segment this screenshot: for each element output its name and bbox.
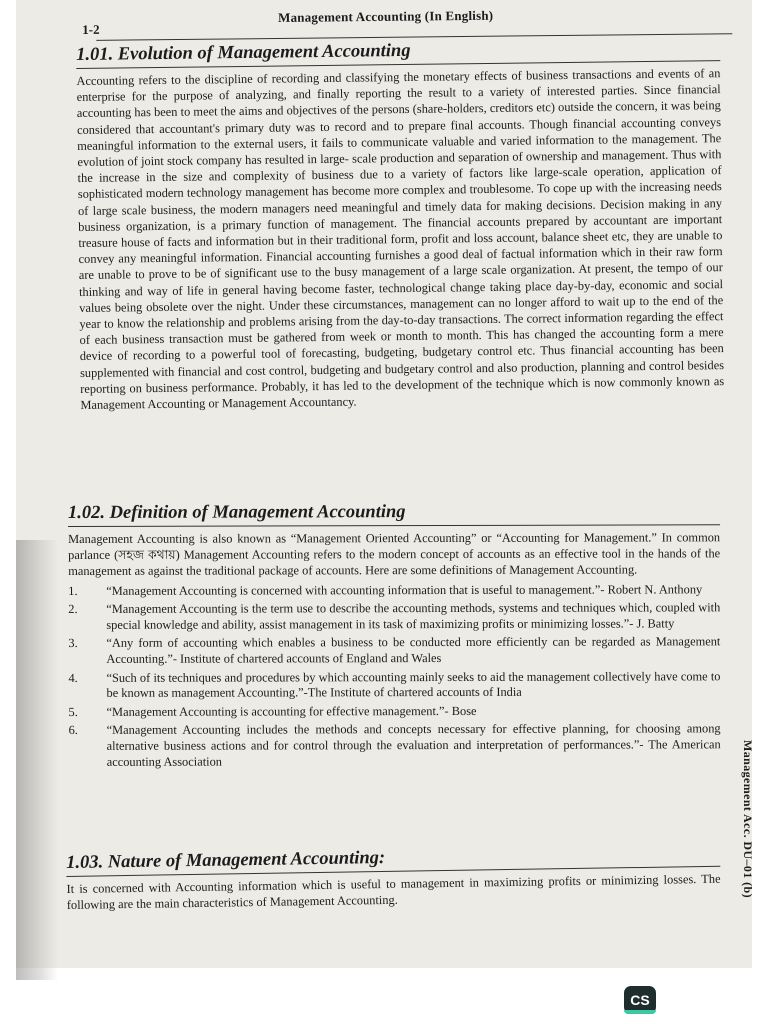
page-number: 1-2: [82, 21, 100, 37]
item-text: “Such of its techniques and procedures by which accounting mainly seeks to aid the management collectively have come to be known as management Accounting.”-The Institute of chartered accounts of India: [106, 668, 721, 701]
section-nature: [66, 842, 721, 914]
running-title: Management Accounting (In English): [278, 7, 494, 25]
item-text: “Any form of accounting which enables a business to be conducted more efficiently can be regarded as Management Accounting.”- Institute of chartered accounts of England and Wales: [106, 634, 721, 666]
section-title: 1.02. Definition of Management Accounting: [68, 502, 406, 523]
definition-list: [68, 582, 720, 770]
section-title: 1.01. Evolution of Management Accounting: [76, 40, 411, 65]
list-item: [68, 635, 720, 668]
item-text: “Management Accounting is accounting for effective management.”- Bose: [106, 703, 477, 719]
section-paragraph: Management Accounting is also known as “Management Oriented Accounting” or “Accounting for Management.” In common parlance (সহজ কথায়) Management Accounting refers to the modern concept of accounts as an effective tool in the hands of the management as against the traditional package of accounts. Here are some definitions of Management Accounting.: [68, 530, 721, 579]
document-page: [16, 0, 755, 968]
item-number: 1.: [68, 583, 78, 598]
page-shadow: [16, 540, 58, 980]
item-text: “Management Accounting is the term use to describe the accounting methods, systems and techniques which, coupled with special knowledge and ability, assist management in its task of maximizing profits or minimizing losses.”- J. Batty: [106, 600, 721, 632]
section-evolution: [76, 36, 724, 413]
list-item: [68, 582, 720, 599]
section-definition: [68, 500, 721, 773]
list-item: [69, 703, 721, 720]
list-item: [68, 669, 720, 702]
page-header: [82, 3, 732, 40]
item-number: 5.: [68, 704, 78, 719]
list-item: [69, 722, 721, 770]
list-item: [68, 600, 720, 633]
section-paragraph: It is concerned with Accounting information which is useful to management in maximizing profits or minimizing losses. The following are the main characteristics of Management Accounting.: [66, 871, 721, 913]
camscanner-badge: CS: [624, 986, 656, 1014]
section-paragraph: Accounting refers to the discipline of recording and classifying the monetary effects of business transactions and events of an enterprise for the purpose of analyzing, and finally reporting the result to a variety of interested parties. Since financial accounting has been to meet the aims and objectives of the persons (share-holders, creditors etc) outside the concern, it was being considered that accountant's primary duty was to record and to prepare final accounts. Though financial accounting conveys meaningful information to the external users, it fails to communicate valuable and varied information to the management. The evolution of joint stock company has resulted in large- scale production and separation of ownership and management. Thus with the increase in the size and complexity of business due to a variety of factors like large-scale operation, application of sophisticated modern technology management has become more complex and troublesome. To cope up with the increasing needs of large scale business, the modern managers need meaningful and timely data for making decisions. Decision making in any business organization, is a primary function of management. The financial accounts prepared by accountant are important treasure house of facts and information but in their traditional form, profit and loss account, balance sheet etc, they are unable to convey any meaningful information. Financial accounting furnishes a good deal of factual information which in their raw form are unable to prove to be of significant use to the busy management of a large scale organization. At present, the tempo of our thinking and way of life in general having become faster, technological change taking place day-by-day, economic and social values being obsolete over the night. Under these circumstances, management can no longer afford to wait up to the end of the year to know the relationship and problems arising from the day-to-day transactions. The correct information regarding the effect of each business transaction must be gathered from week or month to month. This has changed the accounting form a mere device of recording to a powerful tool of forecasting, budgeting, budgetary control etc. Thus financial accounting has been supplemented with financial and cost control, budgeting and budgetary control and also production, planning and control besides reporting on business performance. Probably, it has led to the development of the technique which is now commonly known as Management Accounting or Management Accountancy.: [76, 66, 725, 413]
item-text: “Management Accounting includes the methods and concepts necessary for effective planning, for choosing among alternative business actions and for control through the evaluation and interpretation of performances.”- The American accounting Association: [106, 721, 721, 769]
side-label: Management Acc. DU–01 (b): [741, 740, 755, 898]
item-number: 2.: [68, 602, 78, 617]
item-number: 3.: [68, 636, 78, 651]
item-text: “Management Accounting is concerned with accounting information that is useful to management.”- Robert N. Anthony: [106, 581, 703, 598]
title-rule: [68, 524, 720, 527]
section-title: 1.03. Nature of Management Accounting:: [66, 847, 386, 873]
item-number: 6.: [68, 723, 78, 738]
item-number: 4.: [68, 670, 78, 685]
